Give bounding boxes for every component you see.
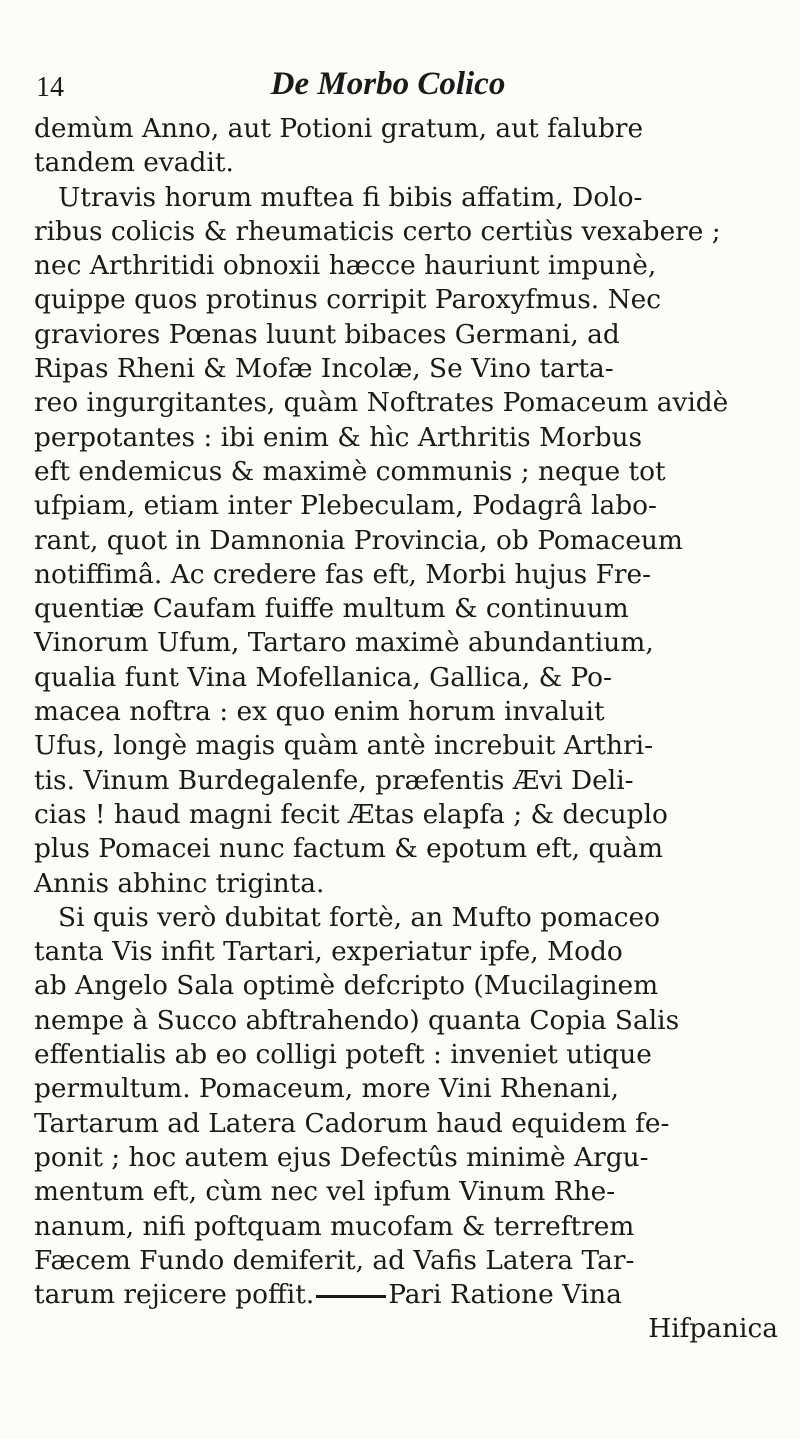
text-line: nec Arthritidi obnoxii hæcce hauriunt impunè, <box>34 250 657 282</box>
text-line-part: Pari Ratione Vina <box>388 1279 622 1311</box>
text-line: Ufus, longè magis quàm antè increbuit Arthri- <box>34 730 653 762</box>
text-line: reo ingurgitantes, quàm Noftrates Pomaceum avidè <box>34 387 729 419</box>
text-line: demùm Anno, aut Potioni gratum, aut falubre <box>34 113 644 144</box>
text-line: macea noftra : ex quo enim horum invaluit <box>34 696 605 728</box>
text-line: Tartarum ad Latera Cadorum haud equidem fe- <box>34 1107 670 1139</box>
text-line: nanum, nifi poftquam mucofam & terreftrem <box>34 1210 635 1242</box>
running-title: De Morbo Colico <box>270 66 506 102</box>
page-number: 14 <box>36 72 64 103</box>
text-line <box>34 215 788 249</box>
text-line: perpotantes : ibi enim & hìc Arthritis Morbus <box>34 421 643 453</box>
text-line: tanta Vis infit Tartari, experiatur ipfe, Modo <box>34 936 623 968</box>
text-line-part: ribus colicis & rheumaticis certo certiùs vexabere ; <box>34 215 721 247</box>
text-line: ponit ; hoc autem ejus Defectûs minimè Argu- <box>34 1141 649 1173</box>
text-line: quentiæ Caufam fuiffe multum & continuum <box>34 593 629 625</box>
em-dash-rule <box>316 1295 386 1298</box>
text-line: rant, quot in Damnonia Provincia, ob Pomaceum <box>34 524 683 556</box>
text-line: tandem evadit. <box>34 147 234 179</box>
text-line: Fæcem Fundo demiferit, ad Vafis Latera Tar- <box>34 1244 635 1276</box>
text-line: cias ! haud magni fecit Ætas elapfa ; & decuplo <box>34 798 668 830</box>
text-line: Utravis horum muftea fi bibis affatim, Dolo- <box>58 181 643 213</box>
text-line <box>34 1278 788 1312</box>
text-line: Annis abhinc triginta. <box>34 867 325 899</box>
text-line: notiffimâ. Ac credere fas eft, Morbi hujus Fre- <box>34 558 652 590</box>
text-line: effentialis ab eo colligi poteft : inveniet utique <box>34 1039 652 1071</box>
text-line: tis. Vinum Burdegalenfe, præfentis Ævi Deli- <box>34 764 634 796</box>
text-line: Vinorum Ufum, Tartaro maximè abundantium, <box>34 627 654 659</box>
text-line: mentum eft, cùm nec vel ipfum Vinum Rhe- <box>34 1176 616 1208</box>
text-line-part: tarum rejicere poffit. <box>34 1279 315 1311</box>
text-line: permultum. Pomaceum, more Vini Rhenani, <box>34 1073 619 1105</box>
catchword: Hifpanica <box>648 1313 778 1345</box>
text-line: ufpiam, etiam inter Plebeculam, Podagrâ labo- <box>34 490 657 522</box>
text-line: qualia funt Vina Mofellanica, Gallica, & Po- <box>34 661 612 693</box>
text-line: ab Angelo Sala optimè defcripto (Mucilaginem <box>34 970 659 1002</box>
text-line: Si quis verò dubitat fortè, an Mufto pomaceo <box>58 901 661 933</box>
text-line: quippe quos protinus corripit Paroxyfmus. Nec <box>34 284 662 316</box>
page-header <box>36 66 740 106</box>
text-line: nempe à Succo abftrahendo) quanta Copia Salis <box>34 1004 680 1036</box>
body-text <box>34 112 788 1347</box>
text-line: plus Pomacei nunc factum & epotum eft, quàm <box>34 833 663 865</box>
text-line: eft endemicus & maximè communis ; neque tot <box>34 455 666 487</box>
text-line: graviores Pœnas luunt bibaces Germani, ad <box>34 318 620 350</box>
text-line: Ripas Rheni & Mofæ Incolæ, Se Vino tarta- <box>34 353 614 385</box>
